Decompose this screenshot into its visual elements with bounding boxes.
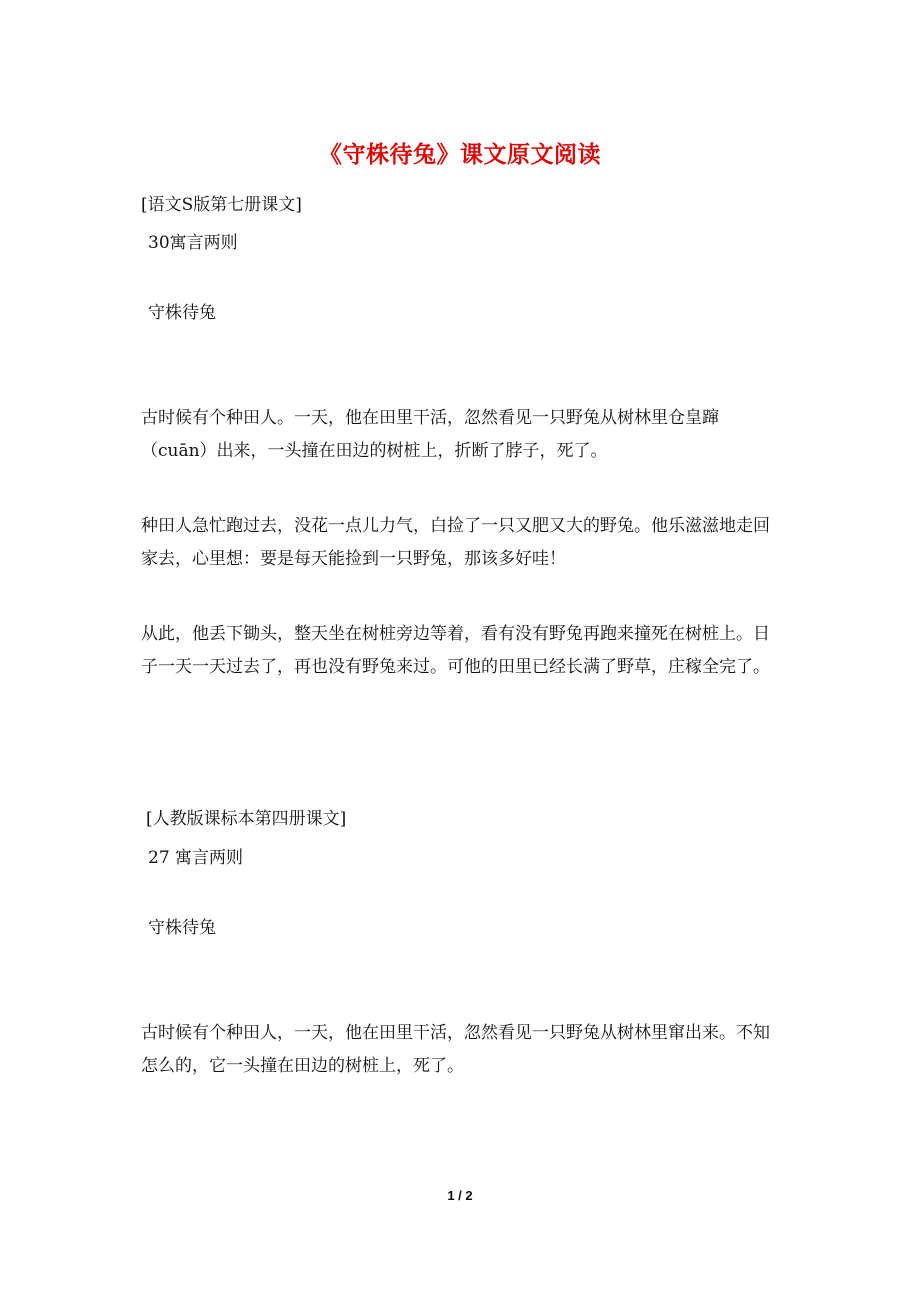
paragraph-s-1: 古时候有个种田人。一天，他在田里干活，忽然看见一只野兔从树林里仓皇蹿（cuān）出来，一头撞在田边的树桩上，折断了脖子，死了。 <box>141 408 719 461</box>
paragraph-s-3: 从此，他丢下锄头，整天坐在树桩旁边等着，看有没有野兔再跑来撞死在树桩上。日子一天一天过去了，再也没有野兔来过。可他的田里已经长满了野草，庄稼全完了。 <box>141 624 770 677</box>
story-title-renjiao: 守株待兔 <box>148 918 216 938</box>
edition-label-renjiao: [人教版课标本第四册课文] <box>146 809 347 829</box>
lesson-heading-renjiao: 27 寓言两则 <box>148 848 244 868</box>
paragraph-renjiao-1: 古时候有个种田人，一天，他在田里干活，忽然看见一只野兔从树林里窜出来。不知怎么的，它一头撞在田边的树桩上，死了。 <box>141 1023 770 1076</box>
edition-label-s: [语文S版第七册课文] <box>141 195 302 215</box>
page-number: 1 / 2 <box>447 1188 473 1203</box>
paragraph-s-2: 种田人急忙跑过去，没花一点儿力气，白捡了一只又肥又大的野兔。他乐滋滋地走回家去，心里想：要是每天能捡到一只野兔，那该多好哇！ <box>141 516 770 569</box>
lesson-heading-s: 30寓言两则 <box>148 233 238 253</box>
story-title-s: 守株待兔 <box>148 303 216 323</box>
document-title: 《守株待兔》课文原文阅读 <box>319 141 601 168</box>
